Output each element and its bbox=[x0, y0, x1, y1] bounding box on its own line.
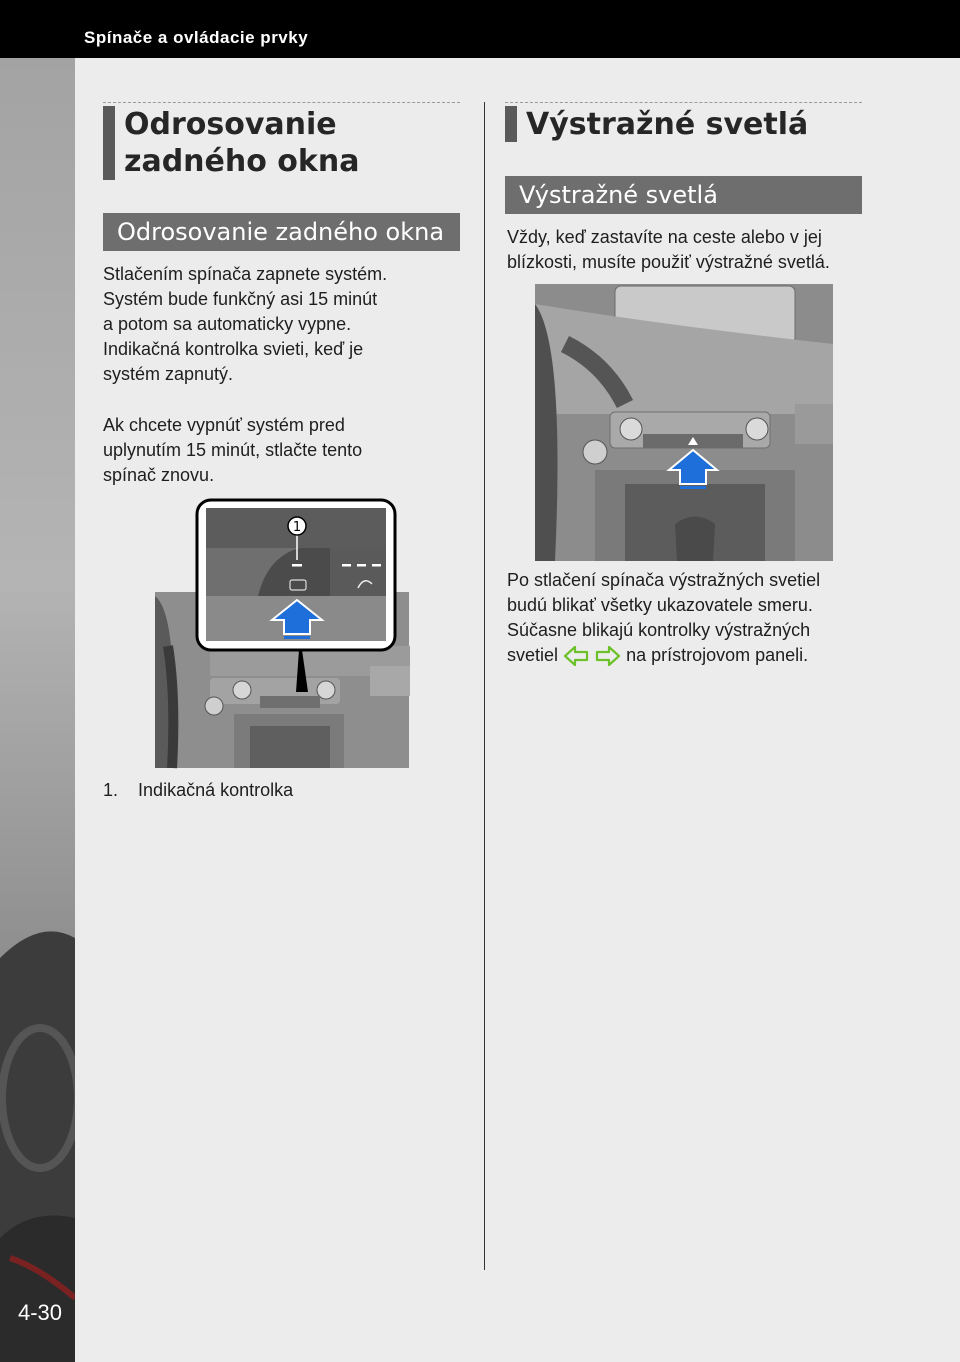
text-line: Indikačná kontrolka svieti, keď je bbox=[103, 339, 364, 359]
figure-caption bbox=[103, 778, 463, 803]
callout-number: 1 bbox=[292, 520, 302, 535]
figure-hazard-switch bbox=[535, 284, 833, 561]
sidebar-photo-strip bbox=[0, 58, 75, 1362]
caption-text: Indikačná kontrolka bbox=[138, 780, 294, 800]
heading-line-2: zadného okna bbox=[124, 144, 360, 179]
text-line: Ak chcete vypnúť systém pred bbox=[103, 415, 345, 435]
page-number: 4-30 bbox=[18, 1300, 63, 1325]
page-header bbox=[0, 0, 960, 58]
text-line: Stlačením spínača zapnete systém. bbox=[103, 264, 388, 284]
subheading-rear-defroster: Odrosovanie zadného okna bbox=[103, 213, 460, 251]
column-divider bbox=[484, 102, 485, 1270]
text-line: Vždy, keď zastavíte na ceste alebo v jej bbox=[507, 227, 822, 247]
paragraph-defroster-2 bbox=[103, 413, 463, 488]
text-line: budú blikať všetky ukazovatele smeru. bbox=[507, 595, 813, 615]
dotted-rule bbox=[103, 102, 460, 103]
text-line: systém zapnutý. bbox=[103, 364, 234, 384]
sidebar-interior-photo bbox=[0, 58, 75, 1362]
heading-bar bbox=[505, 106, 517, 142]
heading-line-1: Odrosovanie bbox=[124, 107, 337, 142]
caption-number: 1. bbox=[103, 780, 119, 800]
dotted-rule bbox=[505, 102, 862, 103]
text-line: spínač znovu. bbox=[103, 465, 215, 485]
heading-hazard-lights: Výstražné svetlá bbox=[526, 107, 809, 142]
text-fragment: na prístrojovom paneli. bbox=[626, 645, 809, 665]
paragraph-hazard-2 bbox=[507, 568, 867, 668]
text-line: Súčasne blikajú kontrolky výstražných bbox=[507, 620, 811, 640]
text-line: Po stlačení spínača výstražných svetiel bbox=[507, 570, 821, 590]
section-title: Spínače a ovládacie prvky bbox=[84, 28, 309, 47]
paragraph-defroster-1 bbox=[103, 262, 463, 387]
text-fragment: svetiel bbox=[507, 645, 559, 665]
text-line: uplynutím 15 minút, stlačte tento bbox=[103, 440, 363, 460]
heading-bar bbox=[103, 106, 115, 180]
text-line bbox=[507, 643, 867, 668]
subheading-hazard-lights: Výstražné svetlá bbox=[505, 176, 862, 214]
figure-rear-defroster-switch bbox=[150, 496, 412, 770]
heading-rear-defroster bbox=[124, 106, 359, 180]
text-line: a potom sa automaticky vypne. bbox=[103, 314, 352, 334]
turn-signal-arrows-icon bbox=[563, 645, 621, 667]
paragraph-hazard-1 bbox=[507, 225, 867, 275]
text-line: blízkosti, musíte použiť výstražné svetlá. bbox=[507, 252, 830, 272]
text-line: Systém bude funkčný asi 15 minút bbox=[103, 289, 378, 309]
